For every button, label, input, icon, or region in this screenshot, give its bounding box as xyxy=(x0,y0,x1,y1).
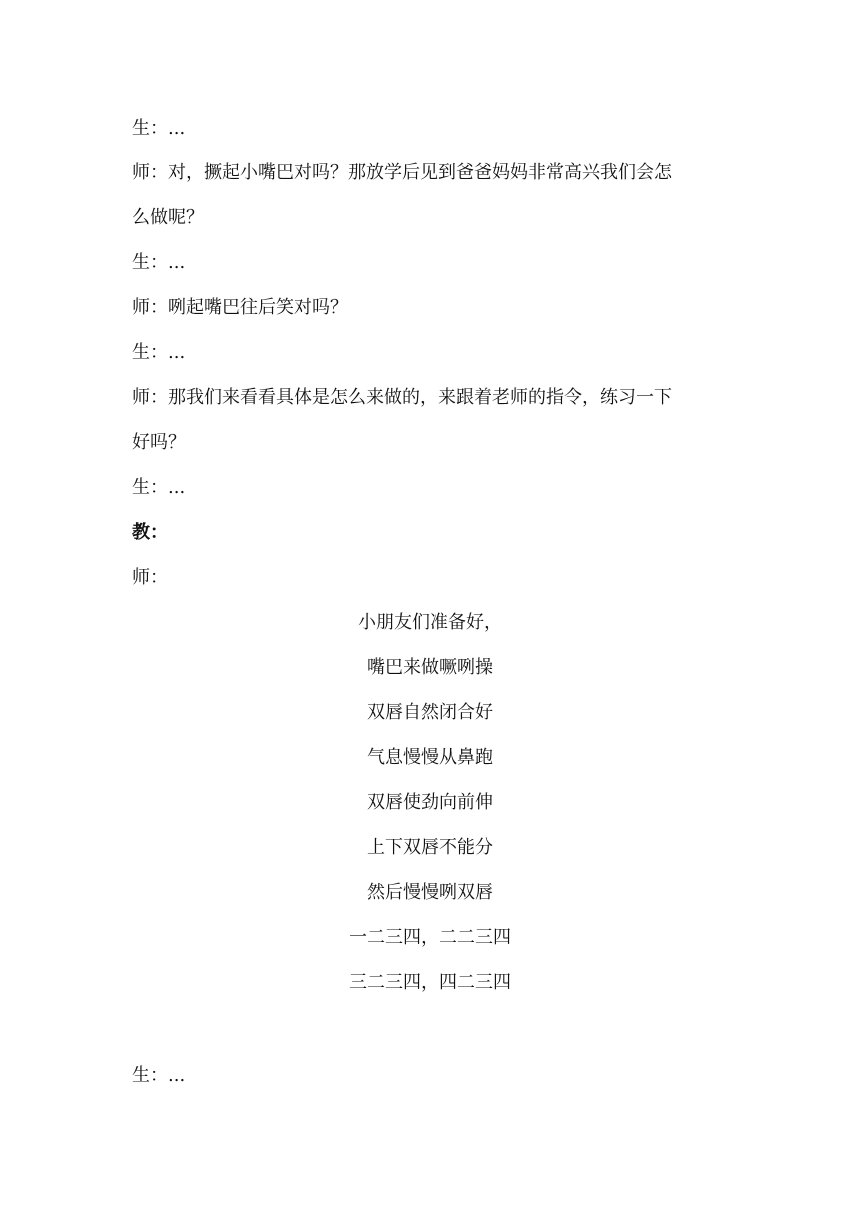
poem-line: 三二三四，四二三四 xyxy=(349,972,511,993)
poem-line: 一二三四，二二三四 xyxy=(349,927,511,948)
dialogue-line: 生：... xyxy=(132,118,186,139)
dialogue-line: 师：对，撅起小嘴巴对吗？那放学后见到爸爸妈妈非常高兴我们会怎 xyxy=(132,162,672,183)
poem-line: 小朋友们准备好， xyxy=(358,612,502,633)
dialogue-line: 师：那我们来看看具体是怎么来做的，来跟着老师的指令，练习一下 xyxy=(132,387,672,408)
poem-line: 然后慢慢咧双唇 xyxy=(367,882,493,903)
poem-line: 嘴巴来做噘咧操 xyxy=(367,657,493,678)
dialogue-line: 生：... xyxy=(132,252,186,273)
closing-line: 生：... xyxy=(132,1065,186,1086)
teacher-label: 师： xyxy=(132,567,168,588)
dialogue-line: 生：... xyxy=(132,342,186,363)
poem-line: 双唇自然闭合好 xyxy=(367,702,493,723)
dialogue-line: 好吗？ xyxy=(132,432,186,453)
dialogue-line: 么做呢？ xyxy=(132,207,204,228)
section-heading: 教： xyxy=(132,522,168,543)
dialogue-line: 生：... xyxy=(132,477,186,498)
poem-line: 气息慢慢从鼻跑 xyxy=(367,747,493,768)
dialogue-line: 师：咧起嘴巴往后笑对吗？ xyxy=(132,297,348,318)
poem-line: 双唇使劲向前伸 xyxy=(367,792,493,813)
poem-line: 上下双唇不能分 xyxy=(367,837,493,858)
